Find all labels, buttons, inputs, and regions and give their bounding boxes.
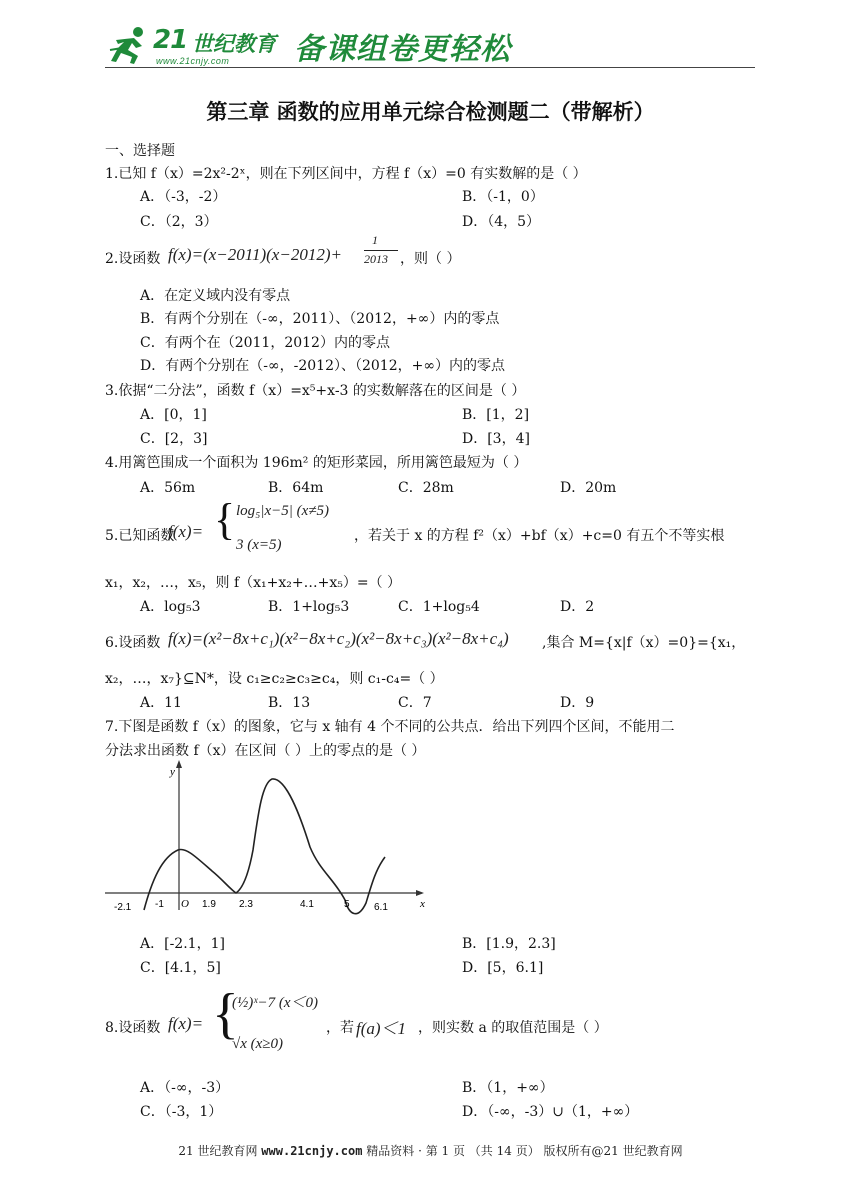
section-heading: 一、选择题 [105,143,175,159]
q1-option-c: C．（2，3） [140,214,218,230]
tick-label: -1 [155,899,164,910]
q5-option-c: C．1+log₅4 [398,599,480,615]
q5-option-b: B．1+log₅3 [268,599,350,615]
q3-option-c: C．[2，3] [140,431,208,447]
q4-stem: 4.用篱笆围成一个面积为 196m² 的矩形菜园，所用篱笆最短为（ ） [105,455,528,471]
x-axis-arrow [416,890,424,896]
footer-site: 21 世纪教育网 [178,1144,258,1158]
q8-option-d: D．（-∞，-3）∪（1，+∞） [462,1104,639,1120]
tick-label: 5 [344,899,350,910]
q5-suffix: ，若关于 x 的方程 f²（x）+bf（x）+c=0 有五个不等实根 [354,528,725,544]
q8-option-a: A．（-∞，-3） [140,1080,230,1096]
header-slogan: 备课组卷更轻松 [294,32,511,67]
q8-case1: (½)ˣ−7 (x＜0) [232,995,318,1011]
logo-text: 世纪教育 [192,32,276,56]
q7-function-graph [100,755,440,915]
q2-option-d: D．有两个分别在（-∞，-2012）、（2012，+∞）内的零点 [140,358,505,374]
q5-option-a: A．log₅3 [140,599,201,615]
q5-case2: 3 (x=5) [236,537,282,553]
q6-line2: x₂，…，x₇}⊆N*，设 c₁≥c₂≥c₃≥c₄，则 c₁-c₄=（ ） [105,671,444,687]
x-axis-label: x [420,898,425,910]
q5-line2: x₁，x₂，…，x₅，则 f（x₁+x₂+…+x₅）=（ ） [105,575,402,591]
q1-option-b: B．（-1，0） [462,189,544,205]
page-footer [0,1142,861,1159]
q2-option-a: A．在定义域内没有零点 [140,288,291,304]
tick-label: -2.1 [114,902,132,913]
q8-mid: ，若 [326,1020,354,1036]
q8-option-c: C．（-3，1） [140,1104,223,1120]
q6-suffix: ,集合 M={x|f（x）=0}={x₁， [542,635,746,651]
q2-frac-denominator: 2013 [364,252,388,266]
origin-label: O [181,898,189,910]
q7-line1: 7.下图是函数 f（x）的图象，它与 x 轴有 4 个不同的公共点．给出下列四个区间，不能用二 [105,719,675,735]
q3-option-b: B．[1，2] [462,407,530,423]
q6-option-c: C．7 [398,695,432,711]
footer-page-info: 精品资料 · 第 1 页 （共 14 页） 版权所有@21 世纪教育网 [366,1144,683,1158]
q8-condition: f(a)＜1 [356,1019,407,1038]
q2-frac-bar [364,250,398,251]
q8-case2: √x (x≥0) [232,1036,284,1052]
tick-label: 6.1 [374,902,388,913]
header-divider [105,67,755,68]
q3-stem: 3.依据“二分法”，函数 f（x）=x⁵+x-3 的实数解落在的区间是（ ） [105,383,526,399]
tick-label: 2.3 [239,899,253,910]
q8-option-b: B．（1，+∞） [462,1080,554,1096]
page-title: 第三章 函数的应用单元综合检测题二（带解析） [206,100,655,124]
q7-option-c: C．[4.1，5] [140,960,221,976]
tick-label: 4.1 [300,899,314,910]
q7-line2: 分法求出函数 f（x）在区间（ ）上的零点的是（ ） [105,743,426,759]
q5-fx: f(x)= [168,522,204,541]
q7-option-b: B．[1.9，2.3] [462,936,556,952]
q3-option-a: A．[0，1] [140,407,207,423]
q5-prefix: 5.已知函数 [105,528,175,544]
q4-option-a: A．56m [140,480,196,496]
q3-option-d: D．[3，4] [462,431,530,447]
q6-prefix: 6.设函数 [105,635,161,651]
q8-suffix: ，则实数 a 的取值范围是（ ） [418,1020,608,1036]
q2-suffix: ，则（ ） [400,251,461,267]
q8-brace: { [212,983,239,1045]
q5-option-d: D．2 [560,599,595,615]
q6-option-d: D．9 [560,695,595,711]
q4-option-d: D．20m [560,480,617,496]
y-axis-arrow [176,760,182,768]
q1-stem: 1.已知 f（x）=2x²-2ˣ，则在下列区间中，方程 f（x）=0 有实数解的是（ ） [105,166,587,182]
q4-option-b: B．64m [268,480,324,496]
q2-option-b: B．有两个分别在（-∞，2011）、（2012，+∞）内的零点 [140,311,500,327]
tick-label: 1.9 [202,899,216,910]
q2-formula: f(x)=(x−2011)(x−2012)+ [168,245,342,264]
q2-option-c: C．有两个在（2011，2012）内的零点 [140,335,390,351]
q5-case1: log₅|x−5| (x≠5) [236,503,330,519]
logo-number: 21 [153,25,188,55]
q1-option-d: D．（4，5） [462,214,541,230]
q8-fx: f(x)= [168,1014,204,1033]
y-axis-label: y [170,766,175,778]
q1-option-a: A．（-3，-2） [140,189,227,205]
q2-frac-numerator: 1 [372,233,378,247]
q6-option-a: A．11 [140,695,182,711]
q8-prefix: 8.设函数 [105,1020,161,1036]
footer-url[interactable]: www.21cnjy.com [261,1144,363,1158]
runner-logo-icon [108,26,152,66]
q7-option-d: D．[5，6.1] [462,960,544,976]
logo-url: www.21cnjy.com [156,56,230,66]
q6-formula: f(x)=(x²−8x+c₁)(x²−8x+c₂)(x²−8x+c₃)(x²−8x+c₄) [168,629,509,648]
q6-option-b: B．13 [268,695,311,711]
q5-brace: { [214,495,236,544]
q7-option-a: A．[-2.1，1] [140,936,225,952]
q2-prefix: 2.设函数 [105,251,161,267]
q4-option-c: C．28m [398,480,454,496]
